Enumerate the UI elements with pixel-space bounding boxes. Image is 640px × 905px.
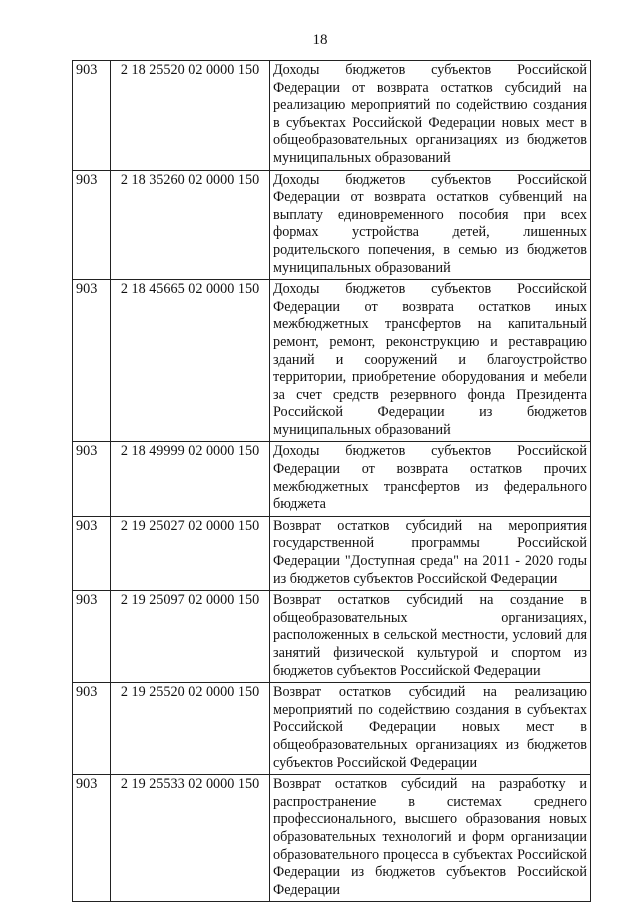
budget-code-table xyxy=(72,60,591,902)
description-cell: Возврат остатков субсидий на разработку и распространение в системах среднего профессионального, высшего образования новых образовательных технологий и форм организации образовательного процесса в субъектах Российской Федерации из бюджетов субъектов Российской Федерации xyxy=(270,775,591,902)
budget-code-cell: 2 18 35260 02 0000 150 xyxy=(111,170,270,280)
table-row xyxy=(73,170,591,280)
admin-code-cell: 903 xyxy=(73,683,111,775)
admin-code-cell: 903 xyxy=(73,591,111,683)
budget-code-cell: 2 19 25520 02 0000 150 xyxy=(111,683,270,775)
budget-code-cell: 2 18 49999 02 0000 150 xyxy=(111,442,270,516)
budget-code-cell: 2 19 25533 02 0000 150 xyxy=(111,775,270,902)
table-row xyxy=(73,442,591,516)
budget-code-cell: 2 18 25520 02 0000 150 xyxy=(111,61,270,171)
description-cell: Доходы бюджетов субъектов Российской Федерации от возврата остатков прочих межбюджетных трансфертов из федерального бюджета xyxy=(270,442,591,516)
budget-code-cell: 2 18 45665 02 0000 150 xyxy=(111,280,270,442)
table-row xyxy=(73,516,591,590)
table-row xyxy=(73,591,591,683)
table-row xyxy=(73,775,591,902)
description-cell: Доходы бюджетов субъектов Российской Федерации от возврата остатков субвенций на выплату единовременного пособия при всех формах устройства детей, лишенных родительского попечения, в семью из бюджетов муниципальных образований xyxy=(270,170,591,280)
admin-code-cell: 903 xyxy=(73,170,111,280)
table-row xyxy=(73,280,591,442)
admin-code-cell: 903 xyxy=(73,280,111,442)
page-number: 18 xyxy=(312,32,328,48)
admin-code-cell: 903 xyxy=(73,775,111,902)
description-cell: Доходы бюджетов субъектов Российской Федерации от возврата остатков иных межбюджетных трансфертов на капитальный ремонт, ремонт, реконструкцию и реставрацию зданий и сооружений и благоустройство территории, приобретение оборудования и мебели за счет средств резервного фонда Президента Российской Федерации из бюджетов муниципальных образований xyxy=(270,280,591,442)
description-cell: Доходы бюджетов субъектов Российской Федерации от возврата остатков субсидий на реализацию мероприятий по содействию создания в субъектах Российской Федерации новых мест в общеобразовательных организациях из бюджетов муниципальных образований xyxy=(270,61,591,171)
description-cell: Возврат остатков субсидий на мероприятия государственной программы Российской Федерации "Доступная среда" на 2011 - 2020 годы из бюджетов субъектов Российской Федерации xyxy=(270,516,591,590)
admin-code-cell: 903 xyxy=(73,516,111,590)
description-cell: Возврат остатков субсидий на создание в общеобразовательных организациях, расположенных в сельской местности, условий для занятий физической культурой и спортом из бюджетов субъектов Российской Федерации xyxy=(270,591,591,683)
table-row xyxy=(73,61,591,171)
table-row xyxy=(73,683,591,775)
budget-code-cell: 2 19 25027 02 0000 150 xyxy=(111,516,270,590)
admin-code-cell: 903 xyxy=(73,442,111,516)
budget-code-cell: 2 19 25097 02 0000 150 xyxy=(111,591,270,683)
description-cell: Возврат остатков субсидий на реализацию мероприятий по содействию создания в субъектах Российской Федерации новых мест в общеобразовательных организациях из бюджетов субъектов Российской Федерации xyxy=(270,683,591,775)
admin-code-cell: 903 xyxy=(73,61,111,171)
